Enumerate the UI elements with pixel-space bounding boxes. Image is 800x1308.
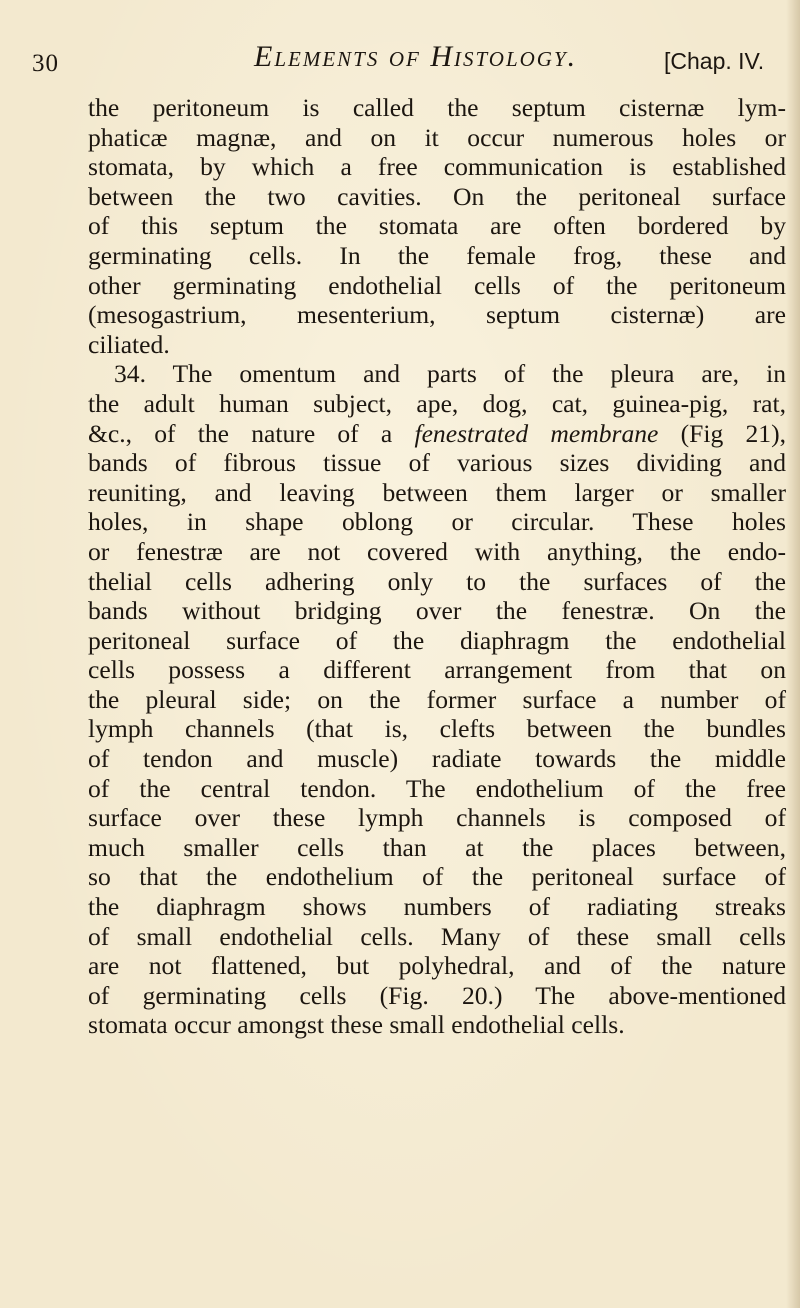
text-line: the diaphragm shows numbers of radiating streaks [88,892,786,922]
text-line: of germinating cells (Fig. 20.) The above-mentioned [88,980,786,1010]
text-line: germinating cells. In the female frog, these and [88,240,786,270]
text-line: the adult human subject, ape, dog, cat, guinea-pig, rat, [88,388,786,418]
text-line: surface over these lymph channels is composed of [88,803,786,833]
text-line: stomata, by which a free communication is established [88,152,786,182]
text-line: of the central tendon. The endothelium of the free [88,773,786,803]
text-segment: (Fig 21), [658,418,786,448]
text-line: ciliated. [88,329,170,359]
text-line: the pleural side; on the former surface a number of [88,684,786,714]
text-line: holes, in shape oblong or circular. These holes [88,507,786,537]
text-line: cells possess a different arrangement from that on [88,655,786,685]
paragraph-start-line: 34. The omentum and parts of the pleura are, in [114,359,786,389]
text-line-with-italic [88,419,786,449]
text-line: of tendon and muscle) radiate towards the middle [88,744,786,774]
body-text [88,93,786,1040]
text-line: of small endothelial cells. Many of these small cells [88,921,786,951]
text-line: phaticæ magnæ, and on it occur numerous holes or [88,122,786,152]
text-line: other germinating endothelial cells of the peritoneum [88,270,786,300]
text-line: stomata occur amongst these small endothelial cells. [88,1010,625,1040]
text-line: thelial cells adhering only to the surfaces of the [88,566,786,596]
text-line: of this septum the stomata are often bordered by [88,211,786,241]
text-line: bands of fibrous tissue of various sizes dividing and [88,448,786,478]
italic-term: fenestrated membrane [414,418,659,448]
text-line: reuniting, and leaving between them larger or smaller [88,477,786,507]
text-line: lymph channels (that is, clefts between the bundles [88,714,786,744]
text-line: so that the endothelium of the peritoneal surface of [88,862,786,892]
running-title: Elements of Histology. [254,40,578,73]
page-edge-shadow [786,0,800,1308]
chapter-reference: [Chap. IV. [664,48,765,74]
page-number: 30 [32,50,59,77]
text-line: between the two cavities. On the peritoneal surface [88,181,786,211]
text-segment: &c., of the nature of a [88,418,415,448]
text-line: bands without bridging over the fenestræ. On the [88,596,786,626]
text-line: (mesogastrium, mesenterium, septum cisternæ) are [88,300,786,330]
page-header [30,40,790,84]
text-line: much smaller cells than at the places between, [88,832,786,862]
text-line: are not flattened, but polyhedral, and of the nature [88,951,786,981]
text-line: or fenestræ are not covered with anything, the endo- [88,536,786,566]
text-line: the peritoneum is called the septum cisternæ lym- [88,93,786,122]
text-line: peritoneal surface of the diaphragm the endothelial [88,625,786,655]
